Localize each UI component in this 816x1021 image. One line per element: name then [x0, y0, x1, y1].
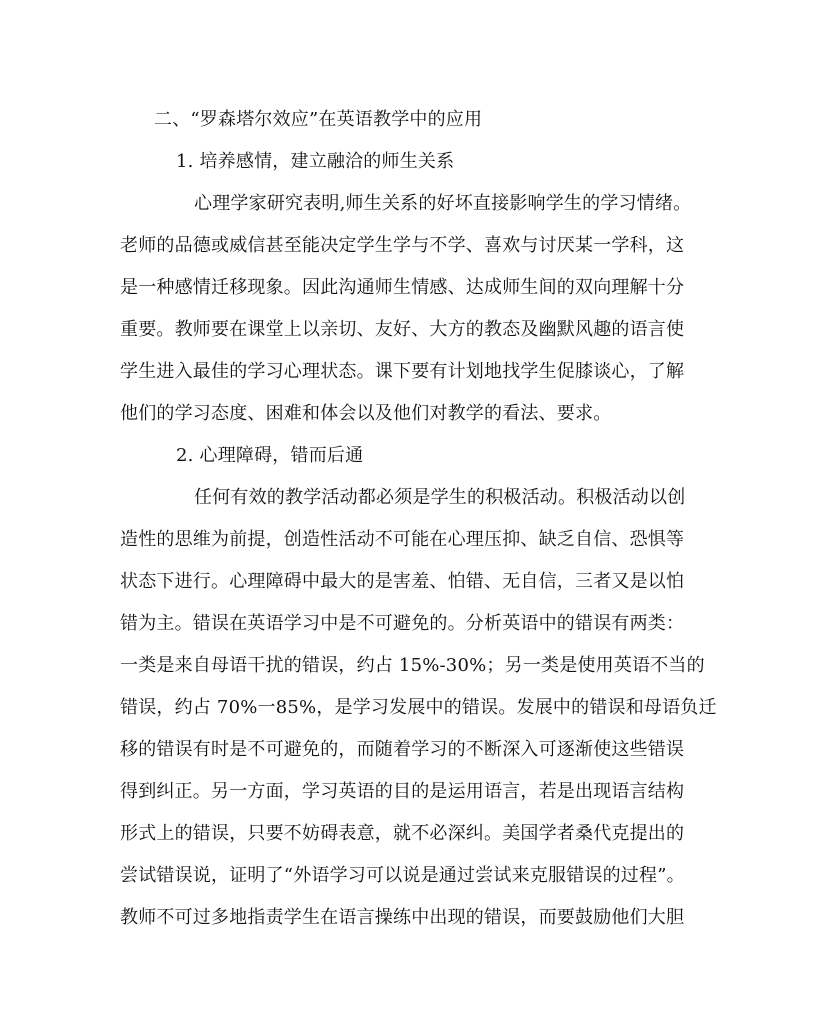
paragraph-2-line-9: 形式上的错误，只要不妨碍表意，就不必深纠。美国学者桑代克提出的 [120, 823, 685, 844]
paragraph-1-line-5: 学生进入最佳的学习心理状态。课下要有计划地找学生促膝谈心，了解 [120, 361, 685, 382]
paragraph-2-line-10: 尝试错误说，证明了“外语学习可以说是通过尝试来克服错误的过程”。 [120, 865, 685, 886]
subsection-2-heading: 2. 心理障碍，错而后通 [176, 445, 364, 466]
paragraph-1-line-4: 重要。教师要在课堂上以亲切、友好、大方的教态及幽默风趣的语言使 [120, 319, 685, 340]
paragraph-2-line-6: 错误，约占 70%一85%，是学习发展中的错误。发展中的错误和母语负迁 [120, 697, 717, 718]
paragraph-2-line-7: 移的错误有时是不可避免的，而随着学习的不断深入可逐渐使这些错误 [120, 739, 685, 760]
paragraph-2-line-3: 状态下进行。心理障碍中最大的是害羞、怕错、无自信，三者又是以怕 [120, 571, 685, 592]
paragraph-1-line-2: 老师的品德或威信甚至能决定学生学与不学、喜欢与讨厌某一学科，这 [120, 235, 685, 256]
paragraph-2-line-5: 一类是来自母语干扰的错误，约占 15%-30%；另一类是使用英语不当的 [120, 655, 705, 676]
section-heading: 二、“罗森塔尔效应”在英语教学中的应用 [154, 109, 483, 130]
paragraph-2-line-2: 造性的思维为前提，创造性活动不可能在心理压抑、缺乏自信、恐惧等 [120, 529, 685, 550]
paragraph-2-line-1: 任何有效的教学活动都必须是学生的积极活动。积极活动以创 [194, 487, 686, 508]
paragraph-1-line-3: 是一种感情迁移现象。因此沟通师生情感、达成师生间的双向理解十分 [120, 277, 685, 298]
paragraph-2-line-11: 教师不可过多地指责学生在语言操练中出现的错误，而要鼓励他们大胆 [120, 907, 685, 928]
paragraph-1-line-6: 他们的学习态度、困难和体会以及他们对教学的看法、要求。 [120, 403, 612, 424]
paragraph-1-line-1: 心理学家研究表明,师生关系的好坏直接影响学生的学习情绪。 [194, 193, 692, 214]
paragraph-2-line-4: 错为主。错误在英语学习中是不可避免的。分析英语中的错误有两类： [120, 613, 685, 634]
paragraph-2-line-8: 得到纠正。另一方面，学习英语的目的是运用语言，若是出现语言结构 [120, 781, 685, 802]
subsection-1-heading: 1. 培养感情，建立融洽的师生关系 [176, 151, 455, 172]
